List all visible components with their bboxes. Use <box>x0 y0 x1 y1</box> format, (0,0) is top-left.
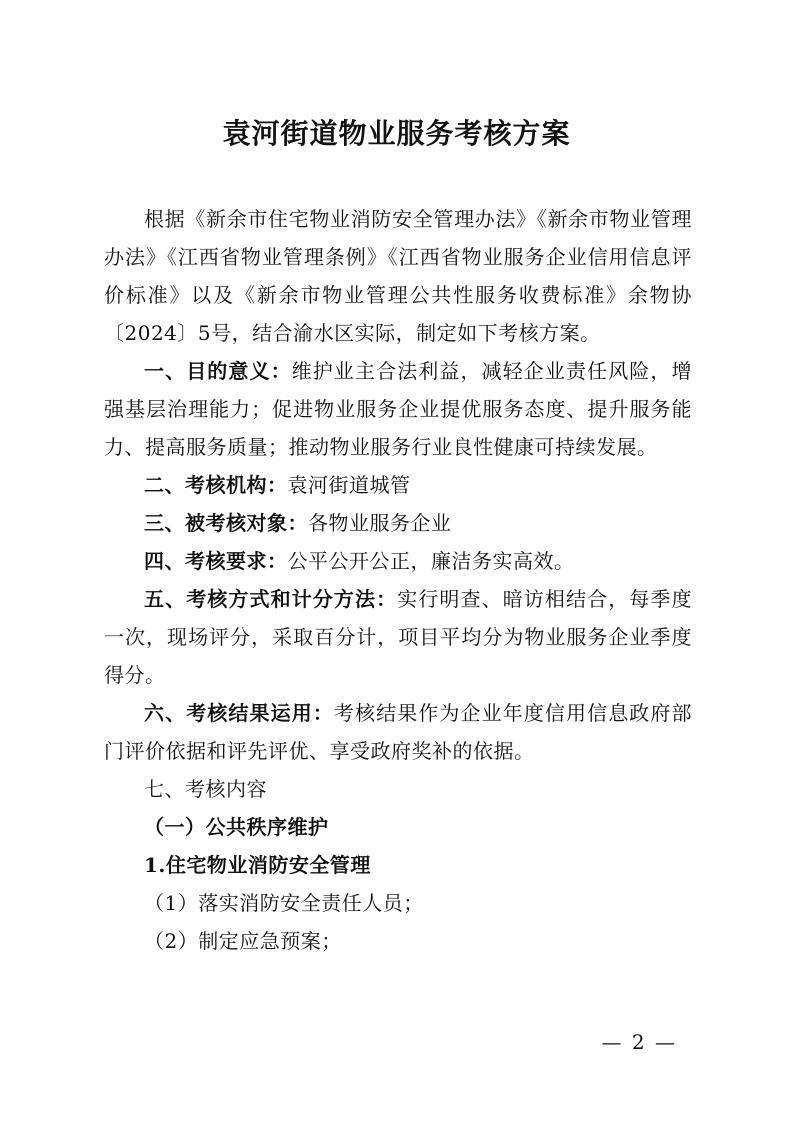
section-3-heading: 三、被考核对象： <box>144 511 308 535</box>
section-4-heading: 四、考核要求： <box>144 549 288 573</box>
section-1-text: 维护业主合法利益，减轻企业责任风险，增强基层治理能力；促进物业服务企业提优服务态度、提升服务能力、提高服务质量；推动物业服务行业良性健康可持续发展。 <box>104 359 693 459</box>
subsection-1-1-heading: 1.住宅物业消防安全管理 <box>144 853 371 877</box>
document-body <box>104 200 692 960</box>
section-7-heading: 七、考核内容 <box>144 777 267 801</box>
page-number: — 2 — <box>601 1030 677 1054</box>
section-2-text: 袁河街道城管 <box>287 473 411 497</box>
section-6 <box>104 694 692 770</box>
section-4-text: 公平公开公正，廉洁务实高效。 <box>287 549 575 573</box>
section-3 <box>104 504 692 542</box>
intro-paragraph: 根据《新余市住宅物业消防安全管理办法》《新余市物业管理办法》《江西省物业管理条例》《江西省物业服务企业信用信息评价标准》以及《新余市物业管理公共性服务收费标准》余物协〔2024〕5号，结合渝水区实际，制定如下考核方案。 <box>104 207 692 345</box>
section-5 <box>104 580 692 694</box>
list-item: （1）落实消防安全责任人员； <box>144 891 424 915</box>
document-title: 袁河街道物业服务考核方案 <box>222 117 571 150</box>
section-2-heading: 二、考核机构： <box>144 473 288 497</box>
subsection-1-heading: （一）公共秩序维护 <box>144 815 329 839</box>
section-4 <box>104 542 692 580</box>
section-6-text: 考核结果作为企业年度信用信息政府部门评价依据和评先评优、享受政府奖补的依据。 <box>104 701 693 763</box>
section-1-heading: 一、目的意义： <box>144 359 292 383</box>
section-5-heading: 五、考核方式和计分方法： <box>144 587 398 611</box>
section-6-heading: 六、考核结果运用： <box>144 701 334 725</box>
section-5-text: 实行明查、暗访相结合，每季度一次，现场评分，采取百分计，项目平均分为物业服务企业季度得分。 <box>104 587 693 687</box>
list-item: （2）制定应急预案； <box>144 929 342 953</box>
section-3-text: 各物业服务企业 <box>308 511 452 535</box>
section-1 <box>104 352 692 466</box>
section-2 <box>104 466 692 504</box>
